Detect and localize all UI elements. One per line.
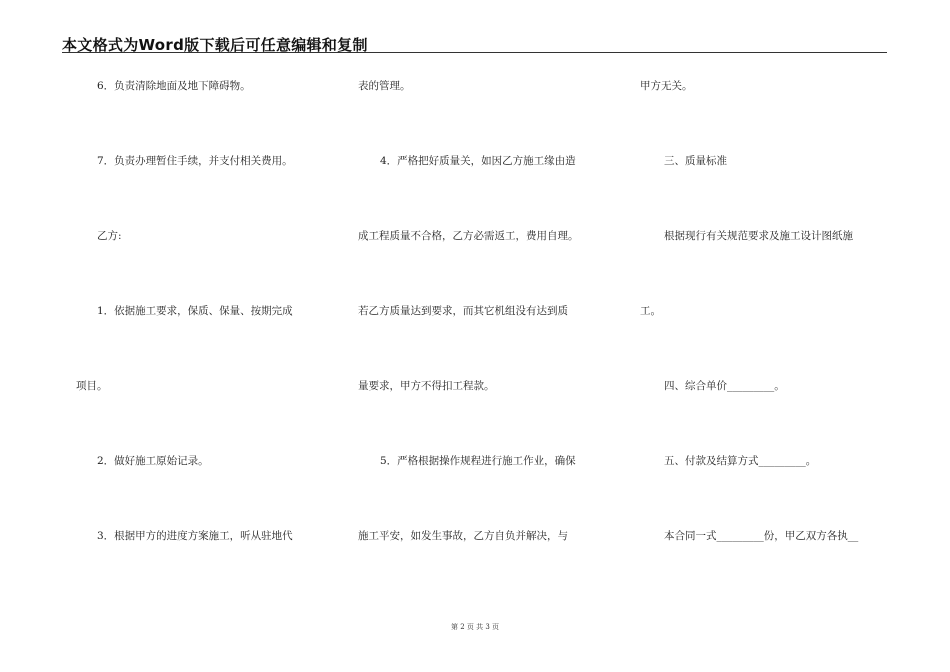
paragraph-line: 三、质量标准	[664, 155, 727, 167]
paragraph-line: 2．做好施工原始记录。	[97, 455, 209, 467]
paragraph-line: 1．依据施工要求，保质、保量、按期完成	[97, 305, 293, 317]
paragraph-line: 若乙方质量达到要求，而其它机组没有达到质	[358, 305, 568, 317]
paragraph-line: 5．严格根据操作规程进行施工作业，确保	[380, 455, 576, 467]
paragraph-line: 3．根据甲方的进度方案施工，听从驻地代	[97, 530, 293, 542]
paragraph-line: 本合同一式_________份，甲乙双方各执__	[664, 530, 859, 542]
paragraph-line: 量要求，甲方不得扣工程款。	[358, 380, 495, 392]
paragraph-line: 项目。	[76, 380, 108, 392]
paragraph-line: 甲方无关。	[640, 80, 693, 92]
document-header-title: 本文格式为Word版下载后可任意编辑和复制	[62, 36, 368, 54]
page-number-footer: 第 2 页 共 3 页	[450, 623, 500, 631]
paragraph-line: 工。	[640, 305, 661, 317]
paragraph-line: 四、综合单价_________。	[664, 380, 785, 392]
paragraph-line: 6．负责清除地面及地下障碍物。	[97, 80, 251, 92]
paragraph-line: 4．严格把好质量关，如因乙方施工缘由造	[380, 155, 576, 167]
paragraph-line: 根据现行有关规范要求及施工设计图纸施	[664, 230, 853, 242]
paragraph-line: 施工平安，如发生事故，乙方自负并解决，与	[358, 530, 568, 542]
paragraph-line: 表的管理。	[358, 80, 411, 92]
paragraph-line: 五、付款及结算方式_________。	[664, 455, 817, 467]
paragraph-line: 成工程质量不合格，乙方必需返工，费用自理。	[358, 230, 579, 242]
paragraph-line: 乙方:	[97, 230, 122, 242]
paragraph-line: 7．负责办理暂住手续，并支付相关费用。	[97, 155, 293, 167]
